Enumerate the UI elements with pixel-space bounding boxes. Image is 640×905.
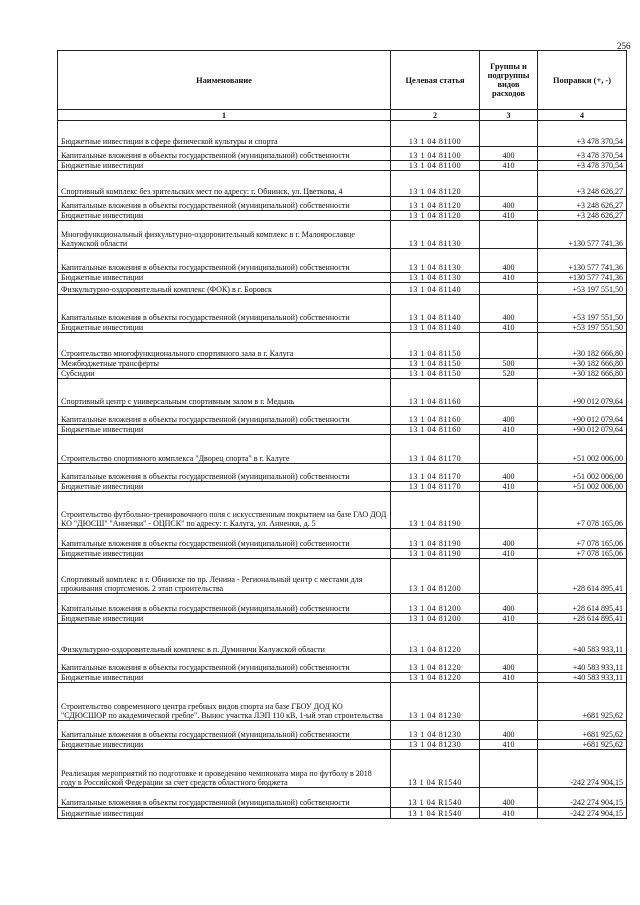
table-row — [58, 529, 627, 549]
row-name: Капитальные вложения в объекты государственной (муниципальной) собственности — [58, 147, 391, 161]
table-row — [58, 435, 627, 464]
row-group-code: 410 — [480, 614, 538, 624]
row-amount: +7 078 165,06 — [538, 529, 627, 549]
table-row — [58, 750, 627, 788]
row-target-code: 13 1 04 81200 — [391, 594, 480, 614]
row-name: Строительство футбольно-тренировочного поля с искусственным покрытием на базе ГАО ДОД КО "ДЮСШ" "Анненки" - ОЦПСК" по адресу: г. Калуга, ул. Анненки, д. 5 — [58, 492, 391, 529]
row-amount: +3 248 626,27 — [538, 197, 627, 211]
row-amount: +7 078 165,06 — [538, 549, 627, 559]
row-group-code — [480, 121, 538, 147]
row-group-code: 520 — [480, 369, 538, 379]
row-group-code — [480, 283, 538, 295]
row-target-code: 13 1 04 81230 — [391, 683, 480, 721]
row-target-code: 13 1 04 81100 — [391, 161, 480, 171]
row-target-code: 13 1 04 81130 — [391, 221, 480, 249]
row-target-code: 13 1 04 81220 — [391, 655, 480, 673]
row-group-code: 410 — [480, 161, 538, 171]
row-amount: +130 577 741,36 — [538, 273, 627, 283]
row-amount: +28 614 895,41 — [538, 559, 627, 594]
table-row — [58, 673, 627, 683]
row-group-code — [480, 559, 538, 594]
row-group-code: 400 — [480, 295, 538, 323]
row-target-code: 13 1 04 81150 — [391, 359, 480, 369]
header-changes: Поправки (+, -) — [538, 51, 627, 110]
row-target-code: 13 1 04 81220 — [391, 624, 480, 655]
table-row — [58, 464, 627, 482]
row-amount: +3 478 370,54 — [538, 161, 627, 171]
table-row — [58, 624, 627, 655]
header-groups: Группы и подгруппы видов расходов — [480, 51, 538, 110]
row-target-code: 13 1 04 81120 — [391, 197, 480, 211]
row-name: Капитальные вложения в объекты государственной (муниципальной) собственности — [58, 721, 391, 740]
row-name: Физкультурно-оздоровительный комплекс (ФОК) в г. Боровск — [58, 283, 391, 295]
row-group-code — [480, 492, 538, 529]
row-name: Межбюджетные трансферты — [58, 359, 391, 369]
row-group-code: 410 — [480, 549, 538, 559]
row-target-code: 13 1 04 81190 — [391, 492, 480, 529]
row-target-code: 13 1 04 81150 — [391, 333, 480, 359]
row-amount: +40 583 933,11 — [538, 673, 627, 683]
table-row — [58, 683, 627, 721]
table-row — [58, 121, 627, 147]
row-target-code: 13 1 04 81170 — [391, 464, 480, 482]
row-name: Спортивный центр с универсальным спортивным залом в г. Медынь — [58, 379, 391, 407]
row-group-code: 400 — [480, 594, 538, 614]
table-row — [58, 283, 627, 295]
row-group-code: 400 — [480, 249, 538, 273]
table-row — [58, 369, 627, 379]
row-name: Бюджетные инвестиции — [58, 482, 391, 492]
row-target-code: 13 1 04 81150 — [391, 369, 480, 379]
row-name: Бюджетные инвестиции — [58, 614, 391, 624]
row-amount: -242 274 904,15 — [538, 750, 627, 788]
row-target-code: 13 1 04 81220 — [391, 673, 480, 683]
row-name: Бюджетные инвестиции — [58, 323, 391, 333]
row-amount: +3 478 370,54 — [538, 121, 627, 147]
row-name: Капитальные вложения в объекты государственной (муниципальной) собственности — [58, 594, 391, 614]
table-row — [58, 249, 627, 273]
row-amount: +130 577 741,36 — [538, 221, 627, 249]
row-amount: +40 583 933,11 — [538, 624, 627, 655]
column-number-row — [58, 110, 627, 121]
row-name: Строительство современного центра гребных видов спорта на базе ГБОУ ДОД КО "СДЮСШОР по академической гребле". Вынос участка ЛЭП 110 кВ, 1-ый этап строительства — [58, 683, 391, 721]
row-name: Многофункциональный физкультурно-оздоровительный комплекс в г. Малоярославце Калужской области — [58, 221, 391, 249]
row-amount: +53 197 551,50 — [538, 295, 627, 323]
table-row — [58, 323, 627, 333]
row-name: Бюджетные инвестиции в сфере физической культуры и спорта — [58, 121, 391, 147]
row-name: Строительство спортивного комплекса "Дворец спорта" в г. Калуге — [58, 435, 391, 464]
row-target-code: 13 1 04 81140 — [391, 295, 480, 323]
table-body — [58, 121, 627, 819]
row-name: Бюджетные инвестиции — [58, 549, 391, 559]
row-target-code: 13 1 04 81120 — [391, 171, 480, 197]
header-target: Целевая статья — [391, 51, 480, 110]
row-amount: -242 274 904,15 — [538, 808, 627, 819]
row-target-code: 13 1 04 81160 — [391, 425, 480, 435]
row-amount: +53 197 551,50 — [538, 323, 627, 333]
column-number: 3 — [480, 110, 538, 121]
row-target-code: 13 1 04 81170 — [391, 482, 480, 492]
header-name: Наименование — [58, 51, 391, 110]
row-name: Бюджетные инвестиции — [58, 740, 391, 750]
column-number: 2 — [391, 110, 480, 121]
row-amount: +681 925,62 — [538, 740, 627, 750]
row-target-code: 13 1 04 81100 — [391, 121, 480, 147]
row-group-code: 400 — [480, 529, 538, 549]
row-target-code: 13 1 04 R1540 — [391, 808, 480, 819]
row-target-code: 13 1 04 81140 — [391, 283, 480, 295]
row-group-code — [480, 171, 538, 197]
row-target-code: 13 1 04 81120 — [391, 211, 480, 221]
row-group-code: 410 — [480, 673, 538, 683]
table-row — [58, 594, 627, 614]
table-row — [58, 721, 627, 740]
row-target-code: 13 1 04 R1540 — [391, 788, 480, 808]
table-row — [58, 211, 627, 221]
row-amount: +28 614 895,41 — [538, 594, 627, 614]
row-name: Строительство многофункционального спортивного зала в г. Калуга — [58, 333, 391, 359]
row-group-code: 400 — [480, 721, 538, 740]
column-number: 1 — [58, 110, 391, 121]
row-group-code: 400 — [480, 655, 538, 673]
row-group-code: 410 — [480, 211, 538, 221]
budget-amendments-table — [57, 50, 627, 819]
row-group-code — [480, 750, 538, 788]
row-name: Бюджетные инвестиции — [58, 161, 391, 171]
row-amount: +7 078 165,06 — [538, 492, 627, 529]
row-amount: +90 012 079,64 — [538, 425, 627, 435]
row-group-code — [480, 624, 538, 655]
row-group-code: 410 — [480, 273, 538, 283]
table-row — [58, 171, 627, 197]
row-target-code: 13 1 04 81130 — [391, 249, 480, 273]
row-target-code: 13 1 04 R1540 — [391, 750, 480, 788]
table-row — [58, 614, 627, 624]
row-name: Бюджетные инвестиции — [58, 673, 391, 683]
table-row — [58, 425, 627, 435]
row-amount: +90 012 079,64 — [538, 379, 627, 407]
row-amount: +53 197 551,50 — [538, 283, 627, 295]
table-row — [58, 221, 627, 249]
row-group-code: 400 — [480, 788, 538, 808]
table-row — [58, 161, 627, 171]
table-row — [58, 295, 627, 323]
row-amount: +30 182 666,80 — [538, 333, 627, 359]
row-target-code: 13 1 04 81200 — [391, 559, 480, 594]
row-name: Бюджетные инвестиции — [58, 211, 391, 221]
row-amount: +30 182 666,80 — [538, 369, 627, 379]
row-group-code — [480, 379, 538, 407]
row-target-code: 13 1 04 81140 — [391, 323, 480, 333]
row-amount: +30 182 666,80 — [538, 359, 627, 369]
page-number: 256 — [617, 41, 631, 51]
row-name: Бюджетные инвестиции — [58, 808, 391, 819]
row-name: Капитальные вложения в объекты государственной (муниципальной) собственности — [58, 464, 391, 482]
row-amount: +51 002 006,00 — [538, 435, 627, 464]
table-row — [58, 492, 627, 529]
row-group-code: 400 — [480, 147, 538, 161]
row-name: Капитальные вложения в объекты государственной (муниципальной) собственности — [58, 655, 391, 673]
row-target-code: 13 1 04 81230 — [391, 721, 480, 740]
row-amount: +681 925,62 — [538, 721, 627, 740]
row-group-code: 410 — [480, 482, 538, 492]
table-row — [58, 407, 627, 425]
row-target-code: 13 1 04 81160 — [391, 407, 480, 425]
table-row — [58, 379, 627, 407]
row-group-code: 400 — [480, 464, 538, 482]
row-amount: +51 002 006,00 — [538, 464, 627, 482]
table-row — [58, 147, 627, 161]
table-row — [58, 197, 627, 211]
row-amount: +130 577 741,36 — [538, 249, 627, 273]
row-name: Физкультурно-оздоровительный комплекс в п. Думиничи Калужской области — [58, 624, 391, 655]
row-group-code — [480, 221, 538, 249]
row-target-code: 13 1 04 81230 — [391, 740, 480, 750]
row-name: Капитальные вложения в объекты государственной (муниципальной) собственности — [58, 407, 391, 425]
row-amount: +51 002 006,00 — [538, 482, 627, 492]
row-amount: +40 583 933,11 — [538, 655, 627, 673]
row-name: Спортивный комплекс в г. Обнинске по пр. Ленина - Региональный центр с местами для проживания спортсменов. 2 этап строительства — [58, 559, 391, 594]
row-amount: +90 012 079,64 — [538, 407, 627, 425]
row-name: Капитальные вложения в объекты государственной (муниципальной) собственности — [58, 529, 391, 549]
table-row — [58, 273, 627, 283]
row-name: Капитальные вложения в объекты государственной (муниципальной) собственности — [58, 249, 391, 273]
row-target-code: 13 1 04 81170 — [391, 435, 480, 464]
table-row — [58, 655, 627, 673]
table-row — [58, 740, 627, 750]
row-group-code — [480, 683, 538, 721]
row-name: Спортивный комплекс без зрительских мест по адресу: г. Обнинск, ул. Цветкова, 4 — [58, 171, 391, 197]
row-amount: -242 274 904,15 — [538, 788, 627, 808]
row-name: Субсидии — [58, 369, 391, 379]
row-amount: +3 248 626,27 — [538, 211, 627, 221]
row-amount: +28 614 895,41 — [538, 614, 627, 624]
row-name: Капитальные вложения в объекты государственной (муниципальной) собственности — [58, 295, 391, 323]
row-group-code: 410 — [480, 808, 538, 819]
row-group-code: 400 — [480, 407, 538, 425]
row-group-code: 400 — [480, 197, 538, 211]
row-group-code: 410 — [480, 323, 538, 333]
table-row — [58, 333, 627, 359]
column-number: 4 — [538, 110, 627, 121]
row-amount: +3 478 370,54 — [538, 147, 627, 161]
row-target-code: 13 1 04 81200 — [391, 614, 480, 624]
row-target-code: 13 1 04 81100 — [391, 147, 480, 161]
table-header-row — [58, 51, 627, 110]
row-name: Реализация мероприятий по подготовке и проведению чемпионата мира по футболу в 2018 году в Российской Федерации за счет средств областного бюджета — [58, 750, 391, 788]
table-row — [58, 482, 627, 492]
table-row — [58, 808, 627, 819]
row-group-code — [480, 333, 538, 359]
table-row — [58, 559, 627, 594]
row-group-code: 410 — [480, 425, 538, 435]
row-group-code: 410 — [480, 740, 538, 750]
table-row — [58, 788, 627, 808]
row-name: Бюджетные инвестиции — [58, 425, 391, 435]
table-row — [58, 359, 627, 369]
row-name: Капитальные вложения в объекты государственной (муниципальной) собственности — [58, 788, 391, 808]
row-target-code: 13 1 04 81160 — [391, 379, 480, 407]
row-group-code: 500 — [480, 359, 538, 369]
table-row — [58, 549, 627, 559]
row-amount: +681 925,62 — [538, 683, 627, 721]
row-target-code: 13 1 04 81130 — [391, 273, 480, 283]
row-target-code: 13 1 04 81190 — [391, 549, 480, 559]
row-name: Капитальные вложения в объекты государственной (муниципальной) собственности — [58, 197, 391, 211]
row-amount: +3 248 626,27 — [538, 171, 627, 197]
row-target-code: 13 1 04 81190 — [391, 529, 480, 549]
row-group-code — [480, 435, 538, 464]
row-name: Бюджетные инвестиции — [58, 273, 391, 283]
